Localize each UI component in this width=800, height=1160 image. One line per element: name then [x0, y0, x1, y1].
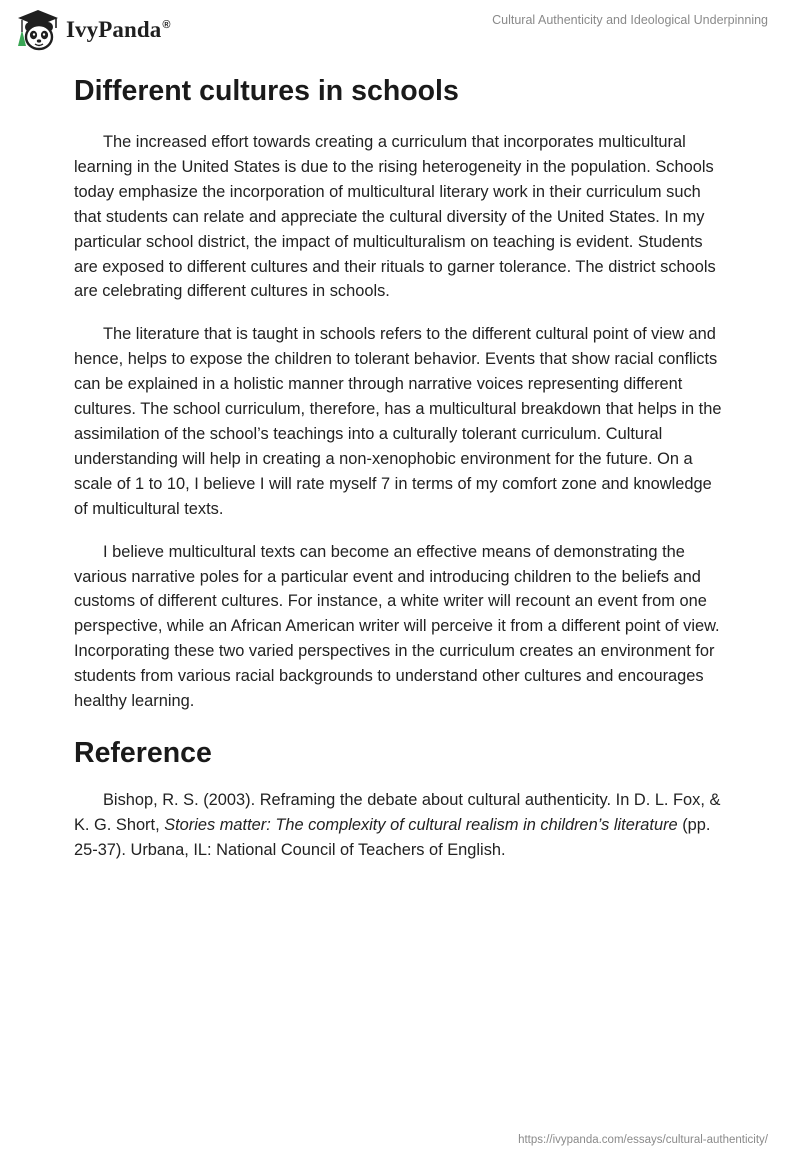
paragraph: The increased effort towards creating a curriculum that incorporates multicultural learning in the United States is due to the rising heterogeneity in the population. Schools today emphasize the incorporation of multicultural literary work in their curriculum such that students can relate and appreciate the cultural diversity of the United States. In my particular school district, the impact of multiculturalism on teaching is evident. Students are exposed to different cultures and their rituals to garner tolerance. The district schools are celebrating different cultures in schools.: [74, 133, 716, 301]
reference-heading: Reference: [74, 736, 212, 769]
paragraph: I believe multicultural texts can become an effective means of demonstrating the various narrative poles for a particular event and introducing children to the beliefs and customs of different cultures. For instance, a white writer will recount an event from one perspective, while an African American writer will perceive it from a different point of view. Incorporating these two varied perspectives in the curriculum creates an environment for students from various racial backgrounds to understand other cultures and encourages healthy learning.: [74, 542, 720, 711]
paragraph: The literature that is taught in schools refers to the different cultural point of view and hence, helps to expose the children to tolerant behavior. Events that show racial conflicts can be explained in a holistic manner through narrative voices representing different cultures. The school curriculum, therefore, has a multicultural breakdown that helps in the assimilation of the school’s teachings into a culturally tolerant curriculum. Cultural understanding will help in creating a non-xenophobic environment for the future. On a scale of 1 to 10, I believe I will rate myself 7 in terms of my comfort zone and knowledge of multicultural texts.: [74, 325, 722, 518]
reference-list: [74, 788, 728, 863]
logo-wordmark: IvyPanda®: [66, 17, 171, 42]
source-url[interactable]: https://ivypanda.com/essays/cultural-authenticity/: [518, 1134, 768, 1146]
section-heading: Different cultures in schools: [74, 75, 459, 107]
reference-text: Bishop, R. S. (2003). Reframing the debate about cultural authenticity. In D. L. Fox, & K. G. Short,: [74, 790, 721, 834]
panda-icon: [14, 8, 62, 52]
document-title: Cultural Authenticity and Ideological Underpinning: [492, 13, 768, 27]
reference-book-title: Stories matter: The complexity of cultural realism in children’s literature: [164, 815, 678, 834]
ivypanda-logo[interactable]: [14, 8, 171, 52]
article-content: [74, 70, 728, 863]
reference-text-end: (pp. 25-37). Urbana, IL: National Council of Teachers of English.: [74, 815, 711, 859]
reference-entry: [74, 788, 728, 863]
